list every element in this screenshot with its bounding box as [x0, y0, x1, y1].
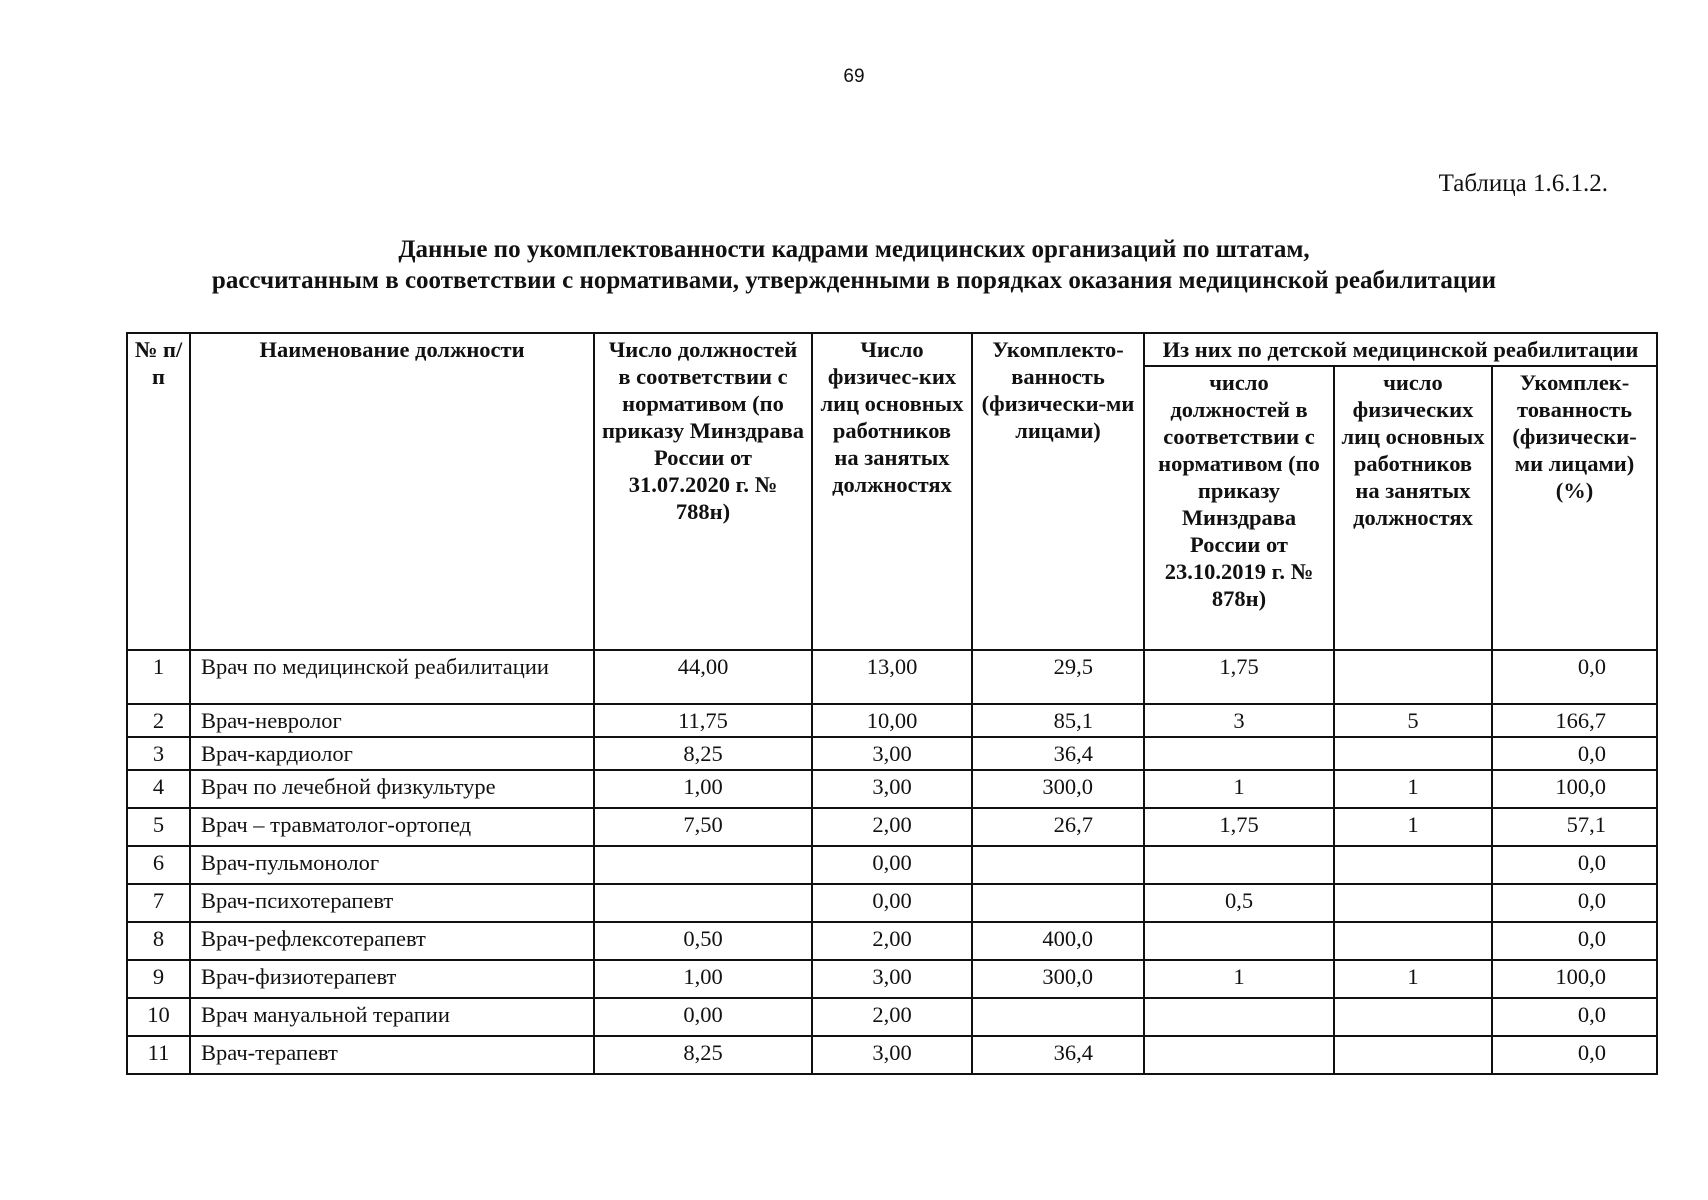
cell-num: 4 [127, 770, 190, 808]
cell-num: 1 [127, 650, 190, 704]
table-header [127, 333, 1657, 650]
cell-persons: 3,00 [812, 770, 972, 808]
table-row [127, 737, 1657, 770]
cell-num: 5 [127, 808, 190, 846]
cell-num: 3 [127, 737, 190, 770]
cell-child-persons [1334, 650, 1492, 704]
cell-child-positions [1144, 998, 1334, 1036]
cell-child-persons: 1 [1334, 770, 1492, 808]
cell-child-staffing: 0,0 [1492, 846, 1657, 884]
cell-num: 7 [127, 884, 190, 922]
cell-staffing: 300,0 [972, 770, 1144, 808]
cell-child-staffing: 100,0 [1492, 770, 1657, 808]
cell-child-positions [1144, 846, 1334, 884]
cell-name: Врач-пульмонолог [190, 846, 594, 884]
cell-staffing [972, 998, 1144, 1036]
cell-child-staffing: 166,7 [1492, 704, 1657, 737]
header-persons: Число физичес-ких лиц основных работников на занятых должностях [812, 333, 972, 650]
cell-positions [594, 846, 812, 884]
cell-child-positions [1144, 922, 1334, 960]
cell-child-persons [1334, 922, 1492, 960]
header-num: № п/п [127, 333, 190, 650]
cell-child-persons: 5 [1334, 704, 1492, 737]
header-child-staffing: Укомплек-тованность (физически-ми лицами) (%) [1492, 366, 1657, 650]
table-reference: Таблица 1.6.1.2. [1438, 170, 1608, 197]
cell-persons: 0,00 [812, 884, 972, 922]
cell-positions [594, 884, 812, 922]
cell-child-positions: 1,75 [1144, 808, 1334, 846]
cell-child-staffing: 100,0 [1492, 960, 1657, 998]
cell-name: Врач-психотерапевт [190, 884, 594, 922]
cell-persons: 0,00 [812, 846, 972, 884]
cell-persons: 2,00 [812, 808, 972, 846]
table-row [127, 1036, 1657, 1074]
staffing-table [126, 332, 1658, 1075]
table-body [127, 650, 1657, 1074]
cell-staffing: 36,4 [972, 737, 1144, 770]
cell-child-positions: 0,5 [1144, 884, 1334, 922]
cell-name: Врач по лечебной физкультуре [190, 770, 594, 808]
header-name: Наименование должности [190, 333, 594, 650]
header-child-positions: число должностей в соответствии с нормативом (по приказу Минздрава России от 23.10.2019 г. № 878н) [1144, 366, 1334, 650]
table-row [127, 808, 1657, 846]
cell-name: Врач-кардиолог [190, 737, 594, 770]
header-child-persons: число физических лиц основных работников на занятых должностях [1334, 366, 1492, 650]
cell-child-persons: 1 [1334, 960, 1492, 998]
table-row [127, 884, 1657, 922]
cell-num: 6 [127, 846, 190, 884]
cell-positions: 11,75 [594, 704, 812, 737]
cell-child-staffing: 57,1 [1492, 808, 1657, 846]
cell-staffing: 85,1 [972, 704, 1144, 737]
cell-child-positions: 3 [1144, 704, 1334, 737]
cell-positions: 44,00 [594, 650, 812, 704]
cell-persons: 13,00 [812, 650, 972, 704]
cell-persons: 3,00 [812, 1036, 972, 1074]
cell-child-staffing: 0,0 [1492, 922, 1657, 960]
header-staffing: Укомплекто-ванность (физически-ми лицами) [972, 333, 1144, 650]
cell-child-persons [1334, 1036, 1492, 1074]
cell-name: Врач мануальной терапии [190, 998, 594, 1036]
cell-child-staffing: 0,0 [1492, 737, 1657, 770]
cell-positions: 8,25 [594, 1036, 812, 1074]
cell-positions: 0,00 [594, 998, 812, 1036]
cell-child-persons [1334, 998, 1492, 1036]
header-children-group: Из них по детской медицинской реабилитации [1144, 333, 1657, 366]
cell-staffing [972, 846, 1144, 884]
cell-child-staffing: 0,0 [1492, 1036, 1657, 1074]
cell-child-positions [1144, 737, 1334, 770]
table-row [127, 922, 1657, 960]
cell-positions: 0,50 [594, 922, 812, 960]
cell-positions: 1,00 [594, 770, 812, 808]
title-line-2: рассчитанным в соответствии с нормативами, утвержденными в порядках оказания медицинской реабилитации [211, 267, 1497, 294]
cell-staffing [972, 884, 1144, 922]
cell-num: 10 [127, 998, 190, 1036]
cell-persons: 10,00 [812, 704, 972, 737]
cell-positions: 8,25 [594, 737, 812, 770]
cell-child-staffing: 0,0 [1492, 998, 1657, 1036]
cell-persons: 2,00 [812, 922, 972, 960]
cell-num: 2 [127, 704, 190, 737]
cell-staffing: 36,4 [972, 1036, 1144, 1074]
cell-child-persons [1334, 737, 1492, 770]
cell-num: 11 [127, 1036, 190, 1074]
cell-num: 9 [127, 960, 190, 998]
table-row [127, 704, 1657, 737]
cell-child-persons: 1 [1334, 808, 1492, 846]
cell-staffing: 26,7 [972, 808, 1144, 846]
cell-name: Врач-невролог [190, 704, 594, 737]
cell-positions: 7,50 [594, 808, 812, 846]
cell-staffing: 29,5 [972, 650, 1144, 704]
table-row [127, 650, 1657, 704]
cell-child-positions [1144, 1036, 1334, 1074]
cell-persons: 2,00 [812, 998, 972, 1036]
cell-staffing: 300,0 [972, 960, 1144, 998]
cell-child-staffing: 0,0 [1492, 650, 1657, 704]
cell-num: 8 [127, 922, 190, 960]
cell-positions: 1,00 [594, 960, 812, 998]
table-row [127, 960, 1657, 998]
cell-name: Врач-рефлексотерапевт [190, 922, 594, 960]
cell-child-staffing: 0,0 [1492, 884, 1657, 922]
cell-name: Врач-физиотерапевт [190, 960, 594, 998]
cell-name: Врач – травматолог-ортопед [190, 808, 594, 846]
table-row [127, 846, 1657, 884]
cell-persons: 3,00 [812, 960, 972, 998]
document-title [0, 234, 1708, 296]
title-line-1: Данные по укомплектованности кадрами медицинских организаций по штатам, [398, 236, 1310, 263]
cell-child-persons [1334, 884, 1492, 922]
cell-child-persons [1334, 846, 1492, 884]
cell-name: Врач-терапевт [190, 1036, 594, 1074]
table-row [127, 998, 1657, 1036]
cell-child-positions: 1,75 [1144, 650, 1334, 704]
cell-staffing: 400,0 [972, 922, 1144, 960]
table-row [127, 770, 1657, 808]
cell-name: Врач по медицинской реабилитации [190, 650, 594, 704]
page-number: 69 [843, 66, 865, 87]
cell-child-positions: 1 [1144, 770, 1334, 808]
cell-persons: 3,00 [812, 737, 972, 770]
header-positions: Число должностей в соответствии с нормативом (по приказу Минздрава России от 31.07.2020 г. № 788н) [594, 333, 812, 650]
cell-child-positions: 1 [1144, 960, 1334, 998]
